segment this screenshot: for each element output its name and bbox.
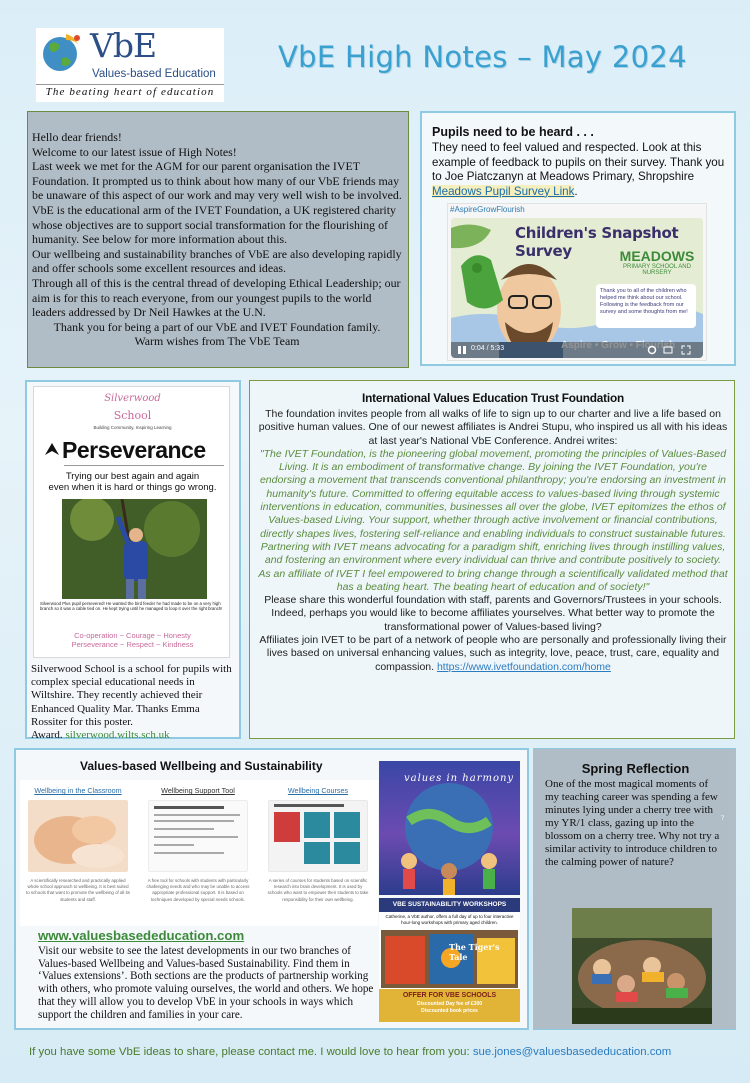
workshops-book-title: The Tiger's Tale (449, 942, 500, 962)
globe-icon (40, 30, 86, 80)
children-under-tree-photo (572, 908, 712, 1024)
spring-text: One of the most magical moments of my teaching career was spending a few minutes lying under a cherry tree with my YR/1 class, gazing up into the blossom on a cherry tree. Why not try a similar activity to introduce children to the calming power of nature? (545, 778, 720, 868)
video-frame[interactable] (451, 218, 703, 358)
settings-icon[interactable] (647, 345, 657, 355)
pip-icon[interactable] (663, 345, 673, 355)
logo-subtitle: Values-based Education (92, 68, 216, 80)
video-time: 0:04 / 5:33 (471, 345, 505, 352)
video-controls[interactable] (451, 342, 703, 358)
website-link[interactable]: www.valuesbasededucation.com (38, 928, 245, 943)
wellbeing-courses-link[interactable]: Wellbeing Courses (287, 786, 349, 795)
pupils-heading: Pupils need to be heard . . . (432, 125, 594, 139)
workshops-flyer (379, 898, 520, 1022)
bird-icon (44, 441, 60, 459)
ivet-box (249, 380, 735, 739)
video-thanks-card: Thank you to all of the children who helped me think about our school. Following is the feedback from our survey and some thoughts from me! (596, 284, 696, 328)
welcome-line: Our wellbeing and sustainability branches of VbE are also developing rapidly and offer schools some excellent resources and ideas. (32, 246, 402, 276)
hands-photo (28, 800, 128, 872)
values-in-harmony-image (379, 761, 520, 895)
support-tool-preview (148, 800, 248, 872)
ivet-intro: The foundation invites people from all walks of life to sign up to our charter and live a life based on positive human values. One of our newest affiliates is Andrei Stupu, who inspired us all with his ideas at last year's National VbE Conference. Andrei writes: (258, 408, 728, 447)
page-title: VbE High Notes – May 2024 (278, 40, 687, 74)
ivet-share: Please share this wonderful foundation with staff, parents and Governors/Trustees in your schools. Indeed, perhaps you would like to become affiliates yourselves. What better way to promote the transformational power of Values-based living? (264, 594, 722, 633)
harmony-title: values in harmony (404, 773, 515, 784)
welcome-line: VbE is the educational arm of the IVET Foundation, a UK registered charity whose objectives are to support social transformation for the flourishing of humanity. See below for more information about this. (32, 202, 396, 247)
workshops-offer: OFFER FOR VBE SCHOOLS Discounted Day fee of £300 Discounted book prices (379, 989, 520, 1022)
poster-school-name: Silverwood (104, 393, 161, 404)
wellbeing-heading: Values-based Wellbeing and Sustainability (80, 759, 323, 773)
welcome-line: Through all of this is the central thread of developing Ethical Leadership; our aim is for this to reach everyone, from our youngest pupils to the world leaders addressed by Dr Neil Hawkes at the U.N. (32, 275, 401, 320)
logo-tagline: The beating heart of education (36, 84, 224, 100)
poster-values: Co-operation ~ Courage ~ Honesty Perseverance ~ Respect ~ Kindness (71, 631, 194, 649)
wellbeing-columns (20, 780, 378, 926)
wellbeing-box (14, 748, 529, 1030)
footer: If you have some VbE ideas to share, please contact me. I would love to hear from you: sue.jones@valuesbasededucation.com (29, 1046, 672, 1058)
spring-box (533, 748, 736, 1030)
silverwood-link[interactable]: silverwood.wilts.sch.uk (65, 729, 170, 742)
vbe-logo (36, 28, 224, 102)
welcome-thanks: Thank you for being a part of our VbE and IVET Foundation family. (53, 319, 381, 334)
ivet-quote: "The IVET Foundation, is the pioneering global movement, promoting the principles of Values-Based Living. It is an embodiment of transformative change. By joining the IVET Foundation, you're endorsing a movement that transcends conventional philanthropy; you're endorsing an investment in humanity's future. Committed to offering equitable access to values-based living through systemic interventions in education, communities, businesses all over the globe, IVET epitomizes the ethos of Values-based Living. Your support, whether through active involvement or financial contributions, directly shapes lives, fostering self-reliance and enabling individuals to construct sustainable futures. Partnering with IVET means advocating for a paradigm shift, enriching lives through instilling values, and fostering an environment where every individual can thrive and contribute positively to society. As an affiliate of IVET I feel empowered to bring change through a scientifically validated method that has a beating heart. The beating heart of education and of society!" (258, 447, 728, 593)
poster-subtitle: Trying our best again and again even when it is hard or things go wrong. (48, 471, 217, 493)
welcome-signoff: Warm wishes from The VbE Team (134, 334, 300, 349)
poster-photo (62, 499, 207, 599)
wellbeing-tool-link[interactable]: Wellbeing Support Tool (161, 786, 235, 795)
welcome-line: Hello dear friends! (32, 130, 122, 144)
video-title: Children's Snapshot Survey (515, 224, 679, 260)
wellbeing-column (22, 780, 134, 926)
wellbeing-classroom-link[interactable]: Wellbeing in the Classroom (34, 786, 122, 795)
workshops-heading: VBE SUSTAINABILITY WORKSHOPS (379, 898, 520, 912)
poster-divider (64, 465, 224, 466)
pause-icon[interactable] (457, 345, 467, 355)
silverwood-box (25, 380, 241, 742)
meadows-logo: MEADOWS PRIMARY SCHOOL AND NURSERY (619, 248, 695, 276)
poster-school-word: School (113, 409, 152, 422)
wellbeing-column-text: A scientifically researched and practically applied whole school approach to wellbeing. It is best suited to schools that want to promote the wellbeing of all its students and staff. (26, 878, 130, 902)
logo-wordmark: VbE (90, 26, 157, 65)
poster-caption: Silverwood Plus pupil persevered! He wanted the bird feeder he had made to be on a very high branch so it was a cable tied on. He kept trying until he managed to loop it over the right branch! (40, 601, 223, 612)
wellbeing-column (262, 780, 374, 926)
wellbeing-column-text: A series of courses for students based on scientific research into brain development. It is used by schools who want to empower their students to take responsibility for their own wellbeing. (267, 878, 369, 902)
courses-preview (268, 800, 368, 872)
ivet-affiliates: Affiliates join IVET to be part of a network of people who are personally and professionally living their lives based on universal enhancing values, such as integrity, love, peace, trust, care, equality and compassion. https://www.ivetfoundation.com/home (259, 634, 727, 673)
survey-video[interactable] (447, 203, 707, 361)
fullscreen-icon[interactable] (681, 345, 691, 355)
perseverance-poster (33, 386, 230, 658)
poster-motto: Building Community, Inspiring Learning (93, 425, 172, 430)
contact-email-link[interactable]: sue.jones@valuesbasededucation.com (472, 1046, 672, 1058)
welcome-line: Last week we met for the AGM for our parent organisation the IVET Foundation. It prompted us to think about how many of our VbE friends may be unaware of this aspect of our work and may very well wish to be involved. (32, 159, 402, 203)
spring-mark: ? (721, 814, 725, 822)
video-hashtag: #AspireGrowFlourish (450, 205, 525, 214)
meadows-survey-link[interactable]: Meadows Pupil Survey Link (432, 184, 575, 198)
spring-heading: Spring Reflection (581, 761, 690, 776)
silverwood-text: Silverwood School is a school for pupils with complex special educational needs in Wiltshire. They recently achieved their Enhanced Quality Mar. Thanks Emma Rossiter for this poster. Award. silverwood.wilts.sch.uk (31, 663, 232, 742)
ivet-heading: International Values Education Trust Foundation (362, 391, 624, 405)
wellbeing-column-text: A free tool for schools with students with particularly challenging needs and who may be unable to access appropriate professional support. It is based on techniques developed by special needs schools. (146, 878, 250, 902)
workshops-subtitle: Catherine, a VbE author, offers a full day of up to four interactive hour-long workshops with primary aged children. (385, 914, 514, 925)
wellbeing-column (142, 780, 254, 926)
wellbeing-text: Visit our website to see the latest developments in our two branches of Values-based Wellbeing and Values-based Sustainability. Find them in ‘Values extensions’. Both sections are the products of partnership working with others, who promote valuing ourselves, the world and others. We hope that they will allow you to develop VbE in your schools in ways which support the children and families in your care. (38, 945, 374, 1021)
pupils-text: They need to feel valued and respected. Look at this example of feedback to pupils on their survey. Thank you to Joe Piatczanyn at Meadows Primary, Shropshire Meadows Pupil Survey Link. (432, 141, 725, 198)
pupils-box (420, 111, 736, 366)
poster-title: Perseverance (62, 437, 206, 463)
welcome-line: Welcome to our latest issue of High Notes! (32, 144, 237, 159)
ivet-link[interactable]: https://www.ivetfoundation.com/home (436, 660, 611, 673)
welcome-box (27, 111, 409, 368)
